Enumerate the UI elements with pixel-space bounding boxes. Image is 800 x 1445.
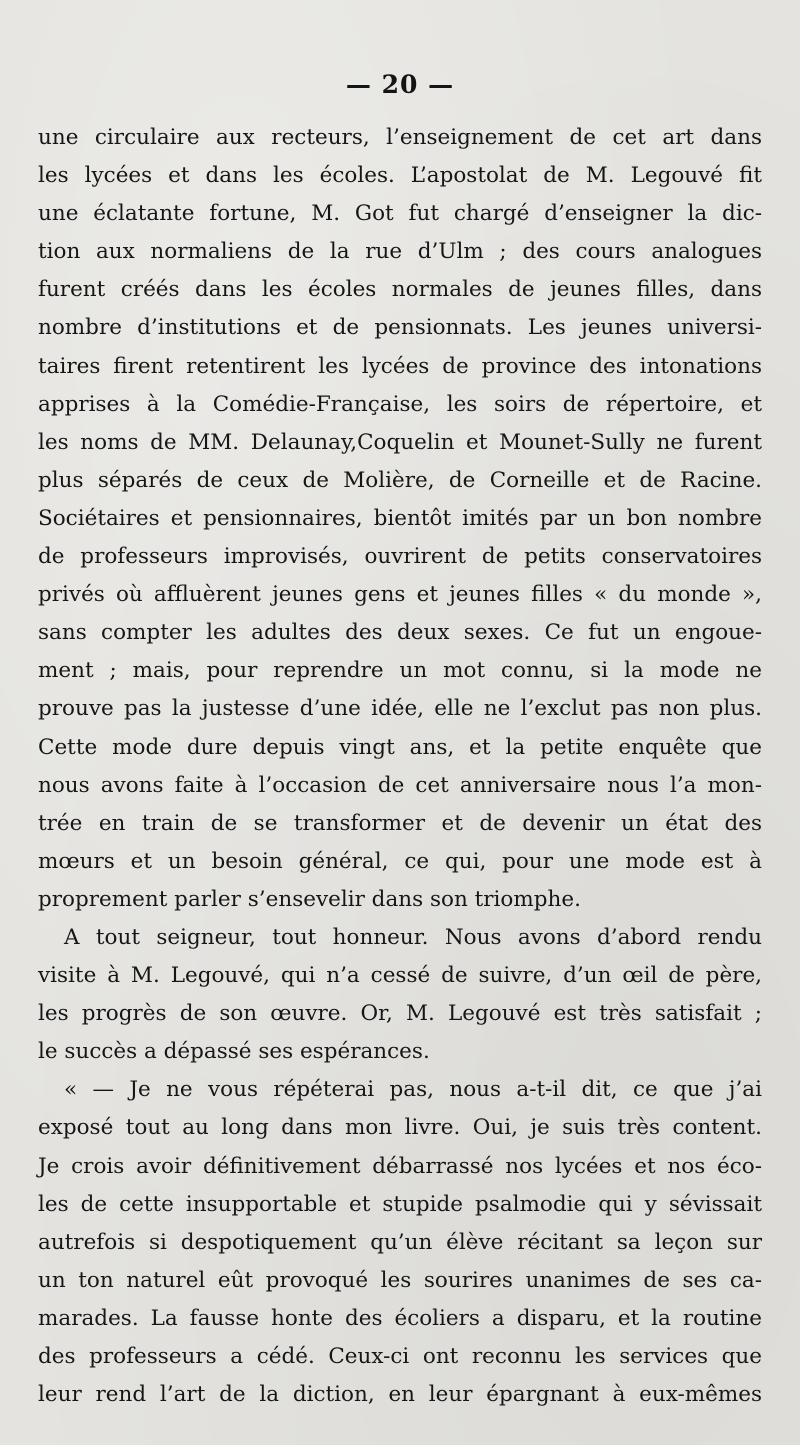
text-line: A tout seigneur, tout honneur. Nous avons d’abord rendu	[64, 924, 762, 950]
text-line: prouve pas la justesse d’une idée, elle ne l’exclut pas non plus.	[38, 696, 762, 722]
text-line: nous avons faite à l’occasion de cet anniversaire nous l’a mon-	[38, 772, 762, 798]
text-line: nombre d’institutions et de pensionnats. Les jeunes universi-	[38, 315, 762, 341]
text-line: des professeurs a cédé. Ceux-ci ont reconnu les services que	[38, 1344, 762, 1369]
text-line: marades. La fausse honte des écoliers a disparu, et la routine	[38, 1305, 762, 1331]
text-line: privés où affluèrent jeunes gens et jeunes filles « du monde »,	[38, 582, 762, 608]
text-line: mœurs et un besoin général, ce qui, pour une mode est à	[38, 848, 762, 874]
text-line: taires firent retentirent les lycées de province des intonations	[38, 353, 762, 379]
text-line: les lycées et dans les écoles. L’apostolat de M. Legouvé fit	[38, 163, 762, 189]
text-line: un ton naturel eût provoqué les sourires unanimes de ses ca-	[38, 1267, 762, 1293]
text-line: les noms de MM. Delaunay,Coquelin et Mounet-Sully ne furent	[38, 429, 762, 455]
text-line: apprises à la Comédie-Française, les soirs de répertoire, et	[38, 391, 762, 417]
text-line: Je crois avoir définitivement débarrassé nos lycées et nos éco-	[38, 1153, 762, 1179]
text-line: les de cette insupportable et stupide psalmodie qui y sévissait	[38, 1191, 762, 1217]
text-line: une circulaire aux recteurs, l’enseignement de cet art dans	[38, 125, 762, 150]
text-line: de professeurs improvisés, ouvrirent de petits conservatoires	[38, 544, 762, 570]
text-line: Cette mode dure depuis vingt ans, et la petite enquête que	[38, 734, 762, 760]
body-text	[38, 119, 762, 1414]
text-line: trée en train de se transformer et de devenir un état des	[38, 810, 762, 836]
text-line: tion aux normaliens de la rue d’Ulm ; des cours analogues	[38, 239, 762, 265]
text-line: ment ; mais, pour reprendre un mot connu, si la mode ne	[38, 658, 762, 684]
text-line: exposé tout au long dans mon livre. Oui, je suis très content.	[38, 1115, 762, 1141]
text-line: le succès a dépassé ses espérances.	[38, 1039, 430, 1065]
text-line: « — Je ne vous répéterai pas, nous a-t-il dit, ce que j’ai	[64, 1077, 762, 1103]
text-line: sans compter les adultes des deux sexes. Ce fut un engoue-	[38, 620, 762, 646]
page-number: — 20 —	[345, 70, 455, 99]
text-line: Sociétaires et pensionnaires, bientôt imités par un bon nombre	[38, 505, 762, 531]
text-line: autrefois si despotiquement qu’un élève récitant sa leçon sur	[38, 1229, 762, 1255]
text-line: proprement parler s’ensevelir dans son triomphe.	[38, 886, 581, 912]
text-line: les progrès de son œuvre. Or, M. Legouvé est très satisfait ;	[38, 1001, 762, 1027]
text-line: une éclatante fortune, M. Got fut chargé d’enseigner la dic-	[38, 201, 762, 227]
text-line: furent créés dans les écoles normales de jeunes filles, dans	[38, 277, 762, 303]
text-line: plus séparés de ceux de Molière, de Corneille et de Racine.	[38, 467, 762, 493]
text-line: visite à M. Legouvé, qui n’a cessé de suivre, d’un œil de père,	[38, 963, 762, 989]
text-line: leur rend l’art de la diction, en leur épargnant à eux-mêmes	[38, 1382, 762, 1408]
